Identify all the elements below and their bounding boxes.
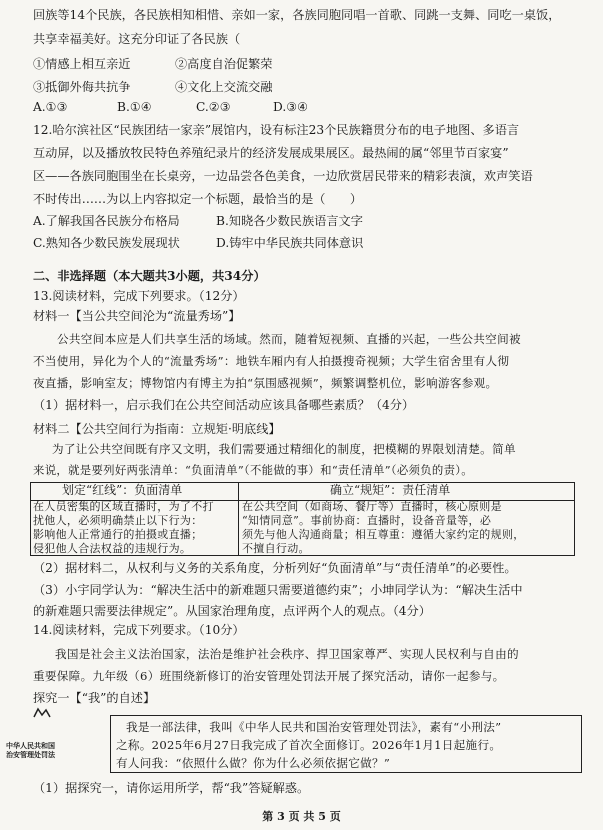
quote-text: 我是一部法律，我叫《中华人民共和国治安管理处罚法》，素有“小刑法”	[126, 720, 502, 734]
sub-question: （1）据材料一，启示我们在公共空间活动应该具备哪些素质？（4分）	[33, 398, 415, 412]
option-4: ④文化上交流交融	[175, 80, 273, 94]
table-header-left: 划定“红线”：负面清单	[62, 483, 183, 497]
answer-c: C.熟知各少数民族发展现状	[33, 236, 180, 250]
material-text: 重要保障。九年级（6）班围绕新修订的治安管理处罚法开展了探究活动，请你一起参与。	[33, 669, 505, 683]
option-2: ②高度自治促繁荣	[175, 57, 273, 71]
answer-d: D.铸牢中华民族共同体意识	[216, 236, 364, 250]
page-number: 第 3 页 共 5 页	[262, 810, 341, 823]
table-cell-line: 不擅自行动。	[242, 542, 310, 555]
question-13: 13.阅读材料，完成下列要求。（12分）	[33, 289, 245, 303]
table-cell-line: 在人员密集的区域直播时，为了不打	[33, 500, 214, 513]
table-cell-line: 在公共空间（如商场、餐厅等）直播时，核心原则是	[242, 500, 502, 513]
material-title: 材料二【公共空间行为指南：立规矩·明底线】	[33, 422, 281, 436]
table-cell-line: 须先与他人沟通商量；相互尊重：遵循大家约定的规则，	[242, 528, 525, 541]
table-cell-line: 侵犯他人合法权益的违规行为。	[33, 542, 192, 555]
material-text: 为了让公共空间既有序又文明，我们需要通过精细化的制度，把模糊的界限划清楚。简单	[52, 442, 516, 456]
text-line: 共享幸福美好。这充分印证了各民族（	[33, 32, 241, 46]
explore-title: 探究一【“我”的自述】	[33, 691, 156, 705]
sub-question: （3）小宇同学认为：“解决生活中的新难题只需要道德约束”；小坤同学认为：“解决生活中	[33, 583, 523, 597]
table-header-right: 确立“规矩”：责任清单	[330, 483, 451, 497]
answer-c: C.②③	[196, 100, 231, 114]
sub-question: （1）据探究一，请你运用所学，帮“我”答疑解惑。	[33, 781, 310, 795]
table-cell-line: “知情同意”。事前协商：直播时，设备音量等，必	[242, 514, 492, 527]
table-cell-line: 影响他人正常通行的拍摄或直播；	[33, 528, 203, 541]
material-text: 不当使用，异化为个人的“流量秀场”：地铁车厢内有人拍摄搜奇视频；大学生宿舍里有人彻	[33, 354, 510, 368]
answer-d: D.③④	[273, 100, 309, 114]
material-text: 来说，就是要列好两张清单：“负面清单”（不能做的事）和“责任清单”（必须负的责）。	[33, 463, 473, 477]
question-14: 14.阅读材料，完成下列要求。（10分）	[33, 623, 245, 637]
option-3: ③抵御外侮共抗争	[33, 80, 131, 94]
law-book-image	[6, 707, 102, 773]
answer-a: A.①③	[33, 100, 68, 114]
quote-text: 之称。2025年6月27日我完成了首次全面修订。2026年1月1日起施行。	[116, 738, 502, 752]
material-text: 公共空间本应是人们共享生活的场域。然而，随着短视频、直播的兴起，一些公共空间被	[57, 332, 521, 346]
table-cell-right	[242, 500, 525, 556]
table-cell-left	[33, 500, 214, 556]
question-12: 12.哈尔滨社区“民族团结一家亲”展馆内，设有标注23个民族籍贯分布的电子地图、多语言	[33, 123, 520, 137]
text-line: 不时传出……为以上内容拟定一个标题，最恰当的是（ ）	[33, 192, 363, 206]
text-line: 互动屏，以及播放牧民特色养殖纪录片的经济发展成果展区。最热闹的属“邻里节百家宴”	[33, 146, 509, 160]
material-text: 夜直播，影响室友；博物馆内有博主为拍“氛围感视频”，频繁调整机位，影响游客参观。	[33, 376, 498, 390]
table-cell-line: 扰他人，必须明确禁止以下行为：	[33, 514, 203, 527]
sub-question: （2）据材料二，从权利与义务的关系角度，分析列好“负面清单”与“责任清单”的必要性。	[33, 561, 517, 575]
option-1: ①情感上相互亲近	[33, 57, 131, 71]
answer-b: B.①④	[117, 100, 152, 114]
law-book-title: 中华人民共和国	[6, 741, 55, 750]
material-text: 我国是社会主义法治国家，法治是维护社会秩序、捍卫国家尊严、实现人民权利与自由的	[55, 647, 519, 661]
quote-text: 有人问我：“依照什么做？你为什么必须依据它做？”	[116, 756, 391, 770]
law-book-title: 治安管理处罚法	[6, 750, 55, 759]
sub-question: 的新难题只需要法律规定”。从国家治理角度，点评两个人的观点。（4分）	[33, 604, 431, 618]
text-line: 回族等14个民族，各民族相知相惜、亲如一家，各族同胞同唱一首歌、同跳一支舞、同吃一桌饭，	[33, 8, 561, 22]
stamp-icon	[32, 707, 50, 719]
material-title: 材料一【当公共空间沦为“流量秀场”】	[33, 309, 241, 323]
table-divider	[238, 483, 239, 555]
answer-a: A.了解我国各民族分布格局	[33, 214, 180, 228]
answer-b: B.知晓各少数民族语言文字	[216, 214, 363, 228]
text-line: 区——各族同胞围坐在长桌旁，一边品尝各色美食，一边欣赏居民带来的精彩表演，欢声笑语	[33, 169, 533, 183]
section-heading: 二、非选择题（本大题共3小题，共34分）	[33, 269, 266, 283]
